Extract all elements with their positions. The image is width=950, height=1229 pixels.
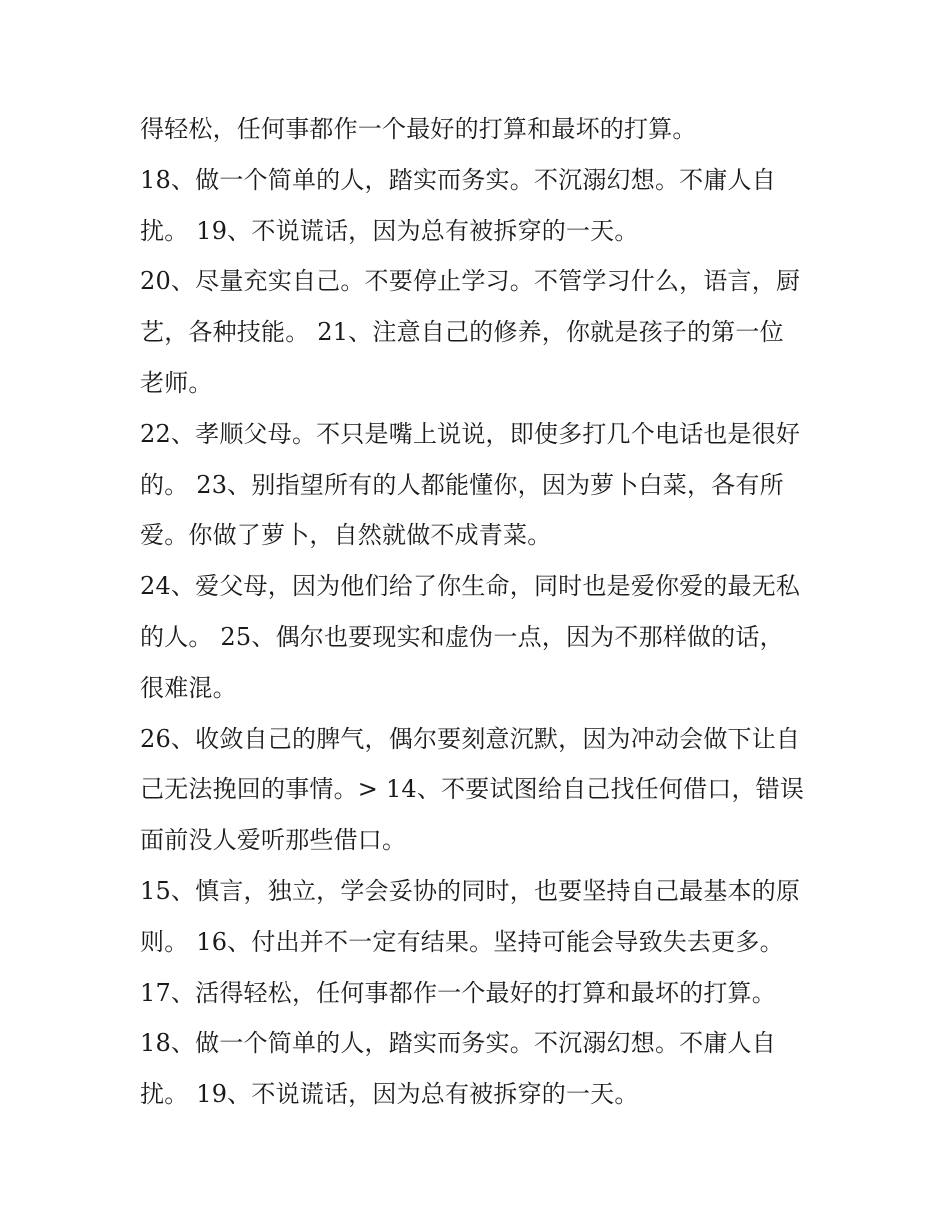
text-line: 扰。 19、不说谎话，因为总有被拆穿的一天。	[140, 1080, 639, 1109]
text-line: 爱。你做了萝卜，自然就做不成青菜。	[140, 521, 552, 550]
text-line: 22、孝顺父母。不只是嘴上说说，即使多打几个电话也是很好	[140, 419, 801, 448]
text-line: 老师。	[140, 368, 213, 397]
text-line: 的人。 25、偶尔也要现实和虚伪一点，因为不那样做的话，	[140, 622, 784, 651]
text-line: 的。 23、别指望所有的人都能懂你，因为萝卜白菜，各有所	[140, 470, 784, 499]
text-line: 15、慎言，独立，学会妥协的同时，也要坚持自己最基本的原	[140, 876, 801, 905]
text-line: 己无法挽回的事情。> 14、不要试图给自己找任何借口，错误	[140, 775, 805, 804]
text-line: 得轻松，任何事都作一个最好的打算和最坏的打算。	[140, 115, 697, 143]
text-line: 18、做一个简单的人，踏实而务实。不沉溺幻想。不庸人自	[140, 165, 776, 194]
document-body	[140, 104, 840, 1120]
text-line: 则。 16、付出并不一定有结果。坚持可能会导致失去更多。	[140, 927, 784, 956]
text-line: 20、尽量充实自己。不要停止学习。不管学习什么，语言，厨	[140, 267, 801, 296]
text-line: 艺，各种技能。 21、注意自己的修养，你就是孩子的第一位	[140, 318, 784, 347]
text-line: 24、爱父母，因为他们给了你生命，同时也是爱你爱的最无私	[140, 572, 801, 601]
text-line: 很难混。	[140, 673, 237, 702]
text-line: 26、收敛自己的脾气，偶尔要刻意沉默，因为冲动会做下让自	[140, 724, 801, 753]
text-line: 面前没人爱听那些借口。	[140, 826, 407, 855]
text-line: 扰。 19、不说谎话，因为总有被拆穿的一天。	[140, 216, 639, 245]
text-line: 18、做一个简单的人，踏实而务实。不沉溺幻想。不庸人自	[140, 1029, 776, 1058]
text-line: 17、活得轻松，任何事都作一个最好的打算和最坏的打算。	[140, 978, 776, 1007]
